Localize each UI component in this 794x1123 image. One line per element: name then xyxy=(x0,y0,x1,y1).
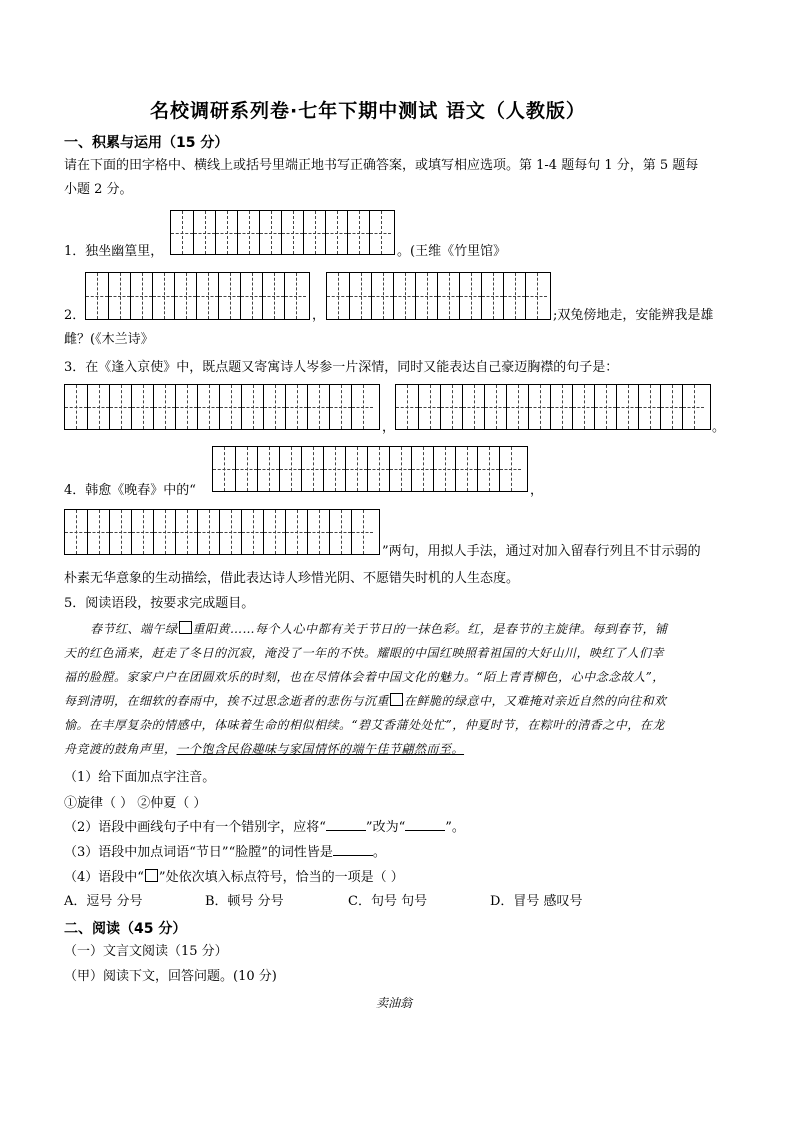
section2-sub2: （甲）阅读下文，回答问题。(10 分) xyxy=(64,969,277,984)
section2-heading: 二、阅读（45 分） xyxy=(64,921,187,937)
q3-comma: ， xyxy=(382,420,396,435)
underlined-sentence: 一个饱含民俗趣味与家国情怀的端午佳节翩然而至。 xyxy=(176,742,465,756)
passage-line-5: 愉。在丰厚复杂的情感中，体味着生命的相似相续。“碧艾香蒲处处忙”，仲夏时节，在粽叶的清香之中，在龙 xyxy=(64,718,665,732)
passage-line-1: 春节红、端午绿 重阳黄……每个人心中都有关于节日的一抹色彩。红，是春节的主旋律。每到春节，铺 xyxy=(90,622,668,636)
q2-line2: 雌？(《木兰诗》 xyxy=(64,332,154,347)
subq1: （1）给下面加点字注音。 xyxy=(64,770,216,785)
passage-line-6: 舟竞渡的鼓角声里，一个饱含民俗趣味与家国情怀的端午佳节翩然而至。 xyxy=(64,742,465,756)
q4-comma: ， xyxy=(530,483,544,498)
instructions-line2: 小题 2 分。 xyxy=(64,182,133,197)
passage-line-2: 天的红色涌来，赶走了冬日的沉寂，淹没了一年的不快。耀眼的中国红映照着祖国的大好山川，映红了人们幸 xyxy=(64,646,665,660)
q4-answer-grid-1[interactable] xyxy=(212,446,528,492)
blank-square-1 xyxy=(179,621,192,634)
instructions-line1: 请在下面的田字格中、横线上或括号里端正地书写正确答案，或填写相应选项。第 1-4 题每句 1 分，第 5 题每 xyxy=(64,158,699,173)
q2-suffix: ;双兔傍地走，安能辨我是雄 xyxy=(553,308,714,323)
article-title: 卖油翁 xyxy=(376,996,413,1010)
q3-text: 3．在《逢入京使》中，既点题又寄寓诗人岑参一片深情，同时又能表达自己豪迈胸襟的句子是： xyxy=(64,360,619,375)
q3-answer-grid-1[interactable] xyxy=(64,384,380,430)
subq2: （2）语段中画线句子中有一个错别字，应将“ ”改为“ ”。 xyxy=(64,820,465,835)
section1-heading: 一、积累与运用（15 分） xyxy=(64,135,229,151)
subq2-blank-1[interactable] xyxy=(326,818,366,831)
option-d[interactable]: D．冒号 感叹号 xyxy=(490,894,583,909)
passage-line-3: 福的脸膛。家家户户在团圆欢乐的时刻，也在尽情体会着中国文化的魅力。“陌上青青柳色，心中念念故人”， xyxy=(64,670,665,684)
q1-prefix: 1．独坐幽篁里， xyxy=(64,244,164,259)
option-c[interactable]: C．句号 句号 xyxy=(348,894,428,909)
q4-continuation: ”两句，用拟人手法，通过对加入留春行列且不甘示弱的 xyxy=(382,544,701,559)
option-b[interactable]: B．顿号 分号 xyxy=(205,894,284,909)
q2-answer-grid-1[interactable] xyxy=(85,272,310,320)
subq3: （3）语段中加点词语“节日”“脸膛”的词性皆是 。 xyxy=(64,845,386,860)
subq1-items: ①旋律（ ） ②仲夏（ ） xyxy=(64,796,207,811)
q4-answer-grid-2[interactable] xyxy=(64,509,380,555)
q5-heading: 5．阅读语段，按要求完成题目。 xyxy=(64,596,255,611)
q4-line3: 朴素无华意象的生动描绘，借此表达诗人珍惜光阴、不愿错失时机的人生态度。 xyxy=(64,571,520,586)
subq2-blank-2[interactable] xyxy=(405,818,445,831)
option-a[interactable]: A．逗号 分号 xyxy=(64,894,143,909)
q1-answer-grid[interactable] xyxy=(170,210,395,255)
section2-sub1: （一）文言文阅读（15 分） xyxy=(64,944,228,959)
q4-prefix: 4．韩愈《晚春》中的“ xyxy=(64,483,196,498)
q2-prefix: 2． xyxy=(64,308,86,323)
q2-comma: ， xyxy=(312,308,326,323)
q2-answer-grid-2[interactable] xyxy=(326,272,551,320)
q3-period: 。 xyxy=(712,420,726,435)
subq3-blank[interactable] xyxy=(333,843,373,856)
subq4: （4）语段中“ ”处依次填入标点符号，恰当的一项是（ ） xyxy=(64,870,404,885)
page-title: 名校调研系列卷·七年下期中测试 语文（人教版） xyxy=(150,100,586,122)
square-symbol xyxy=(145,869,158,882)
q3-answer-grid-2[interactable] xyxy=(395,384,711,430)
passage-line-4: 每到清明，在细软的春雨中，挨不过思念逝者的悲伤与沉重 在鲜脆的绿意中，又难掩对亲近自然的向往和欢 xyxy=(64,694,667,708)
blank-square-2 xyxy=(390,693,403,706)
q1-suffix: 。(王维《竹里馆》 xyxy=(397,244,507,259)
